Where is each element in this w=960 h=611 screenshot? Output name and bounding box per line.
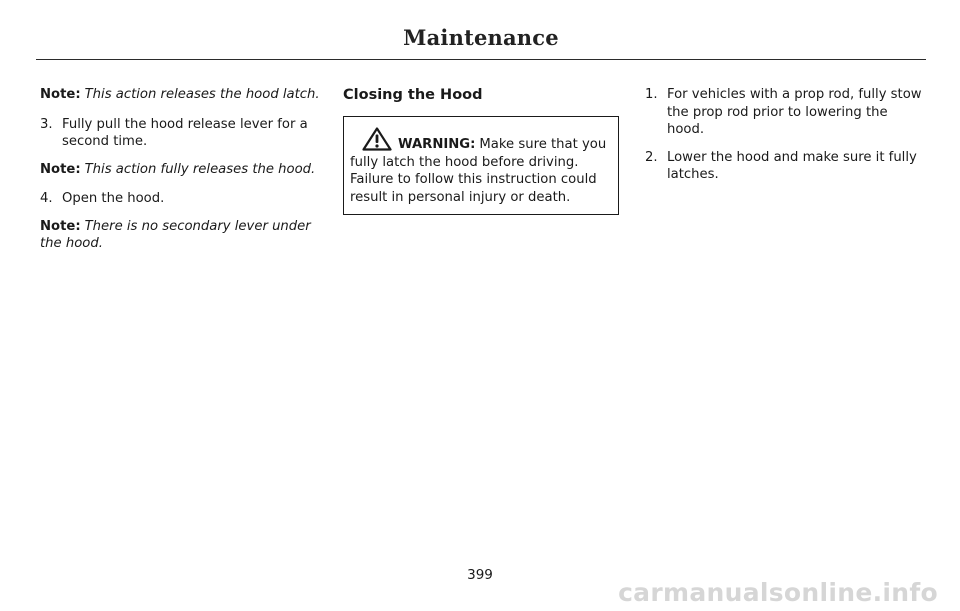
page-number: 399 xyxy=(467,567,493,583)
note-hood-latch xyxy=(40,86,326,104)
step-3 xyxy=(40,116,326,151)
note-text: There is no secondary lever under the hood. xyxy=(40,218,311,251)
step-number: 1. xyxy=(645,87,658,102)
column-right xyxy=(645,86,928,194)
warning-box xyxy=(343,116,619,215)
warning-triangle-icon xyxy=(362,127,392,151)
page-header xyxy=(36,24,926,60)
step-text: Open the hood. xyxy=(62,191,165,206)
note-fully-releases xyxy=(40,161,326,179)
note-no-secondary-lever xyxy=(40,218,326,253)
step-number: 3. xyxy=(40,116,53,132)
column-middle xyxy=(343,86,619,215)
watermark: carmanualsonline.info xyxy=(618,578,938,607)
page-title: Maintenance xyxy=(403,25,559,50)
warning-label: WARNING: xyxy=(398,137,476,152)
step-number: 4. xyxy=(40,191,53,206)
note-label: Note: xyxy=(40,161,81,177)
step-4 xyxy=(40,190,326,208)
step-text: Fully pull the hood release lever for a second time. xyxy=(62,116,308,149)
note-text: This action releases the hood latch. xyxy=(84,87,320,102)
step-text: Lower the hood and make sure it fully latches. xyxy=(667,149,917,182)
column-left xyxy=(40,86,326,265)
step-text: For vehicles with a prop rod, fully stow the prop rod prior to lowering the hood. xyxy=(667,87,922,137)
note-label: Note: xyxy=(40,218,81,234)
step-1 xyxy=(645,86,928,139)
note-label: Note: xyxy=(40,87,81,102)
note-text: This action fully releases the hood. xyxy=(84,161,316,177)
step-2 xyxy=(645,149,928,184)
section-heading-closing-hood: Closing the Hood xyxy=(343,87,483,103)
step-number: 2. xyxy=(645,149,658,165)
warning-text: Make sure that you fully latch the hood before driving. Failure to follow this instruction could result in personal injury or death. xyxy=(350,137,607,205)
